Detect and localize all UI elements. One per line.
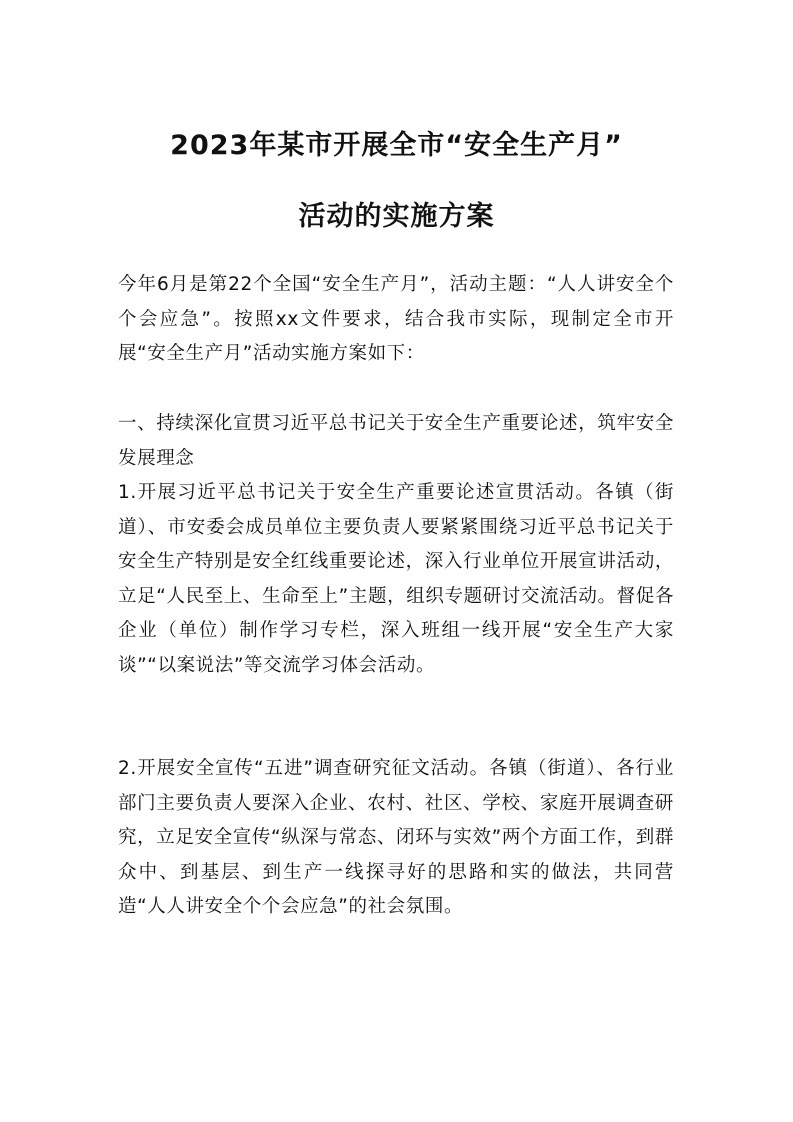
document-title-line-2: 活动的实施方案: [298, 201, 495, 232]
item-2-paragraph: 2.开展安全宣传“五进”调查研究征文活动。各镇（街道）、各行业部门主要负责人要深入企业、农村、社区、学校、家庭开展调查研究，立足安全宣传“纵深与常态、闭环与实效”两个方面工作，到群众中、到基层、到生产一线探寻好的思路和实的做法，共同营造“人人讲安全个个会应急”的社会氛围。: [118, 758, 674, 918]
section-1-heading: 一、持续深化宣贯习近平总书记关于安全生产重要论述，筑牢安全发展理念: [118, 413, 674, 469]
document-title-line-1: 2023年某市开展全市“安全生产月”: [170, 130, 623, 161]
item-1-paragraph: 1.开展习近平总书记关于安全生产重要论述宣贯活动。各镇（街道）、市安委会成员单位主要负责人要紧紧围绕习近平总书记关于安全生产特别是安全红线重要论述，深入行业单位开展宣讲活动，立足“人民至上、生命至上”主题，组织专题研讨交流活动。督促各企业（单位）制作学习专栏，深入班组一线开展“安全生产大家谈”“以案说法”等交流学习体会活动。: [118, 482, 674, 676]
intro-paragraph: 今年6月是第22个全国“安全生产月”，活动主题：“人人讲安全个个会应急”。按照xx文件要求，结合我市实际，现制定全市开展“安全生产月”活动实施方案如下：: [118, 274, 674, 365]
